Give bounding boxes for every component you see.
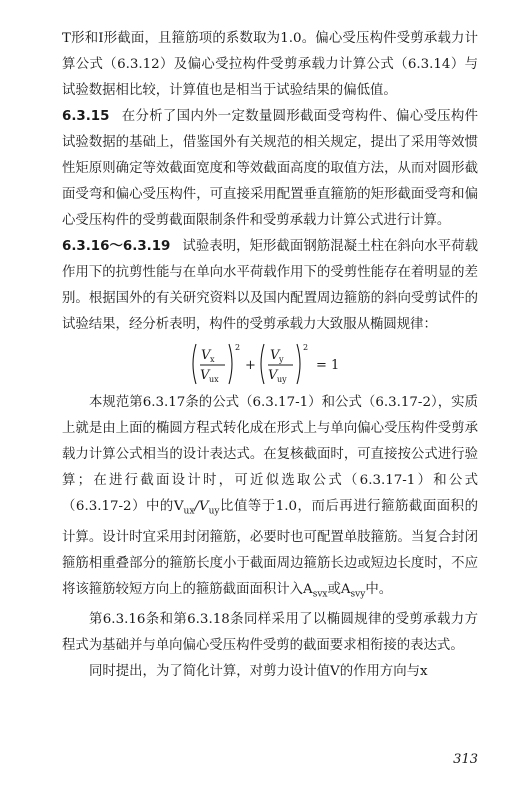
section-number-6-3-16-19: 6.3.16～6.3.19 (62, 239, 171, 254)
paragraph-6-3-16-19-text: 试验表明，矩形截面钢筋混凝土柱在斜向水平荷载作用下的抗剪性能与在单向水平荷载作用下的受剪性能存在着明显的差别。根据国外的有关研究资料以及国内配置周边箍筋的斜向受剪试件的试验结果，经分析表明，构件的受剪承载力大致服从椭圆规律： (62, 239, 478, 332)
term2-numerator-sub: y (279, 355, 284, 364)
term2-numerator: V (270, 348, 280, 363)
ellipse-formula-svg (190, 340, 350, 388)
term1-numerator-sub: x (210, 355, 215, 364)
term1-denominator-sub: ux (209, 375, 219, 384)
term1-numerator: V (201, 348, 211, 363)
paragraph-6-3-16-19 (62, 234, 478, 338)
equals-one: = 1 (316, 358, 340, 373)
paragraph-6-3-15-text: 在分析了国内外一定数量圆形截面受弯构件、偏心受压构件试验数据的基础上，借鉴国外有关规范的相关规定，提出了采用等效惯性矩原则确定等效截面宽度和等效截面高度的取值方法，从而对圆形截面受弯和偏心受压构件，可直接采用配置垂直箍筋的矩形截面受弯和偏心受压构件的受剪截面限制条件和受剪承载力计算公式进行计算。 (62, 109, 478, 228)
term1-denominator: V (200, 368, 210, 383)
section-number-6-3-15: 6.3.15 (62, 109, 110, 124)
paren-right-1 (229, 344, 232, 384)
ellipse-formula (62, 338, 478, 390)
paragraph-simplification: 同时提出，为了简化计算，对剪力设计值V的作用方向与x (89, 664, 428, 680)
term2-exponent: 2 (303, 343, 309, 352)
page-body (62, 26, 478, 685)
plus-sign: + (245, 358, 256, 373)
paragraph-6-3-15 (62, 104, 478, 234)
paragraph-6-3-17-explanation: 本规范第6.3.17条的公式（6.3.17-1）和公式（6.3.17-2），实质上就是由上面的椭圆方程式转化成在形式上与单向偏心受压构件受剪承载力计算公式相当的设计表达式。在复核截面时，可直接按公式进行验算；在进行截面设计时，可近似选取公式（6.3.17-1）和公式（6.3.17-2）中的$V_{ux}/V_{uy}$比值等于1.0，而后再进行箍筋截面面积的计算。设计时宜采用封闭箍筋，必要时也可配置单肢箍筋。当复合封闭箍筋相重叠部分的箍筋长度小于截面周边箍筋长边或短边长度时，不应将该箍筋较短方向上的箍筋截面面积计入$A_{svx}$或$A_{svy}$中。 (62, 395, 478, 600)
term2-denominator: V (268, 368, 278, 383)
paragraph-continuation: T形和I形截面，且箍筋项的系数取为1.0。偏心受压构件受剪承载力计算公式（6.3.12）及偏心受拉构件受剪承载力计算公式（6.3.14）与试验数据相比较，计算值也是相当于试验结果的偏低值。 (62, 31, 478, 98)
paragraph-6-3-16-18: 第6.3.16条和第6.3.18条同样采用了以椭圆规律的受剪承载力方程式为基础并与单向偏心受压构件受剪的截面要求相衔接的表达式。 (62, 612, 478, 654)
page-number: 313 (453, 752, 478, 767)
term2-denominator-sub: uy (277, 375, 287, 384)
paren-left-1 (193, 344, 196, 384)
paren-left-2 (261, 344, 264, 384)
term1-exponent: 2 (235, 343, 241, 352)
paren-right-2 (297, 344, 300, 384)
